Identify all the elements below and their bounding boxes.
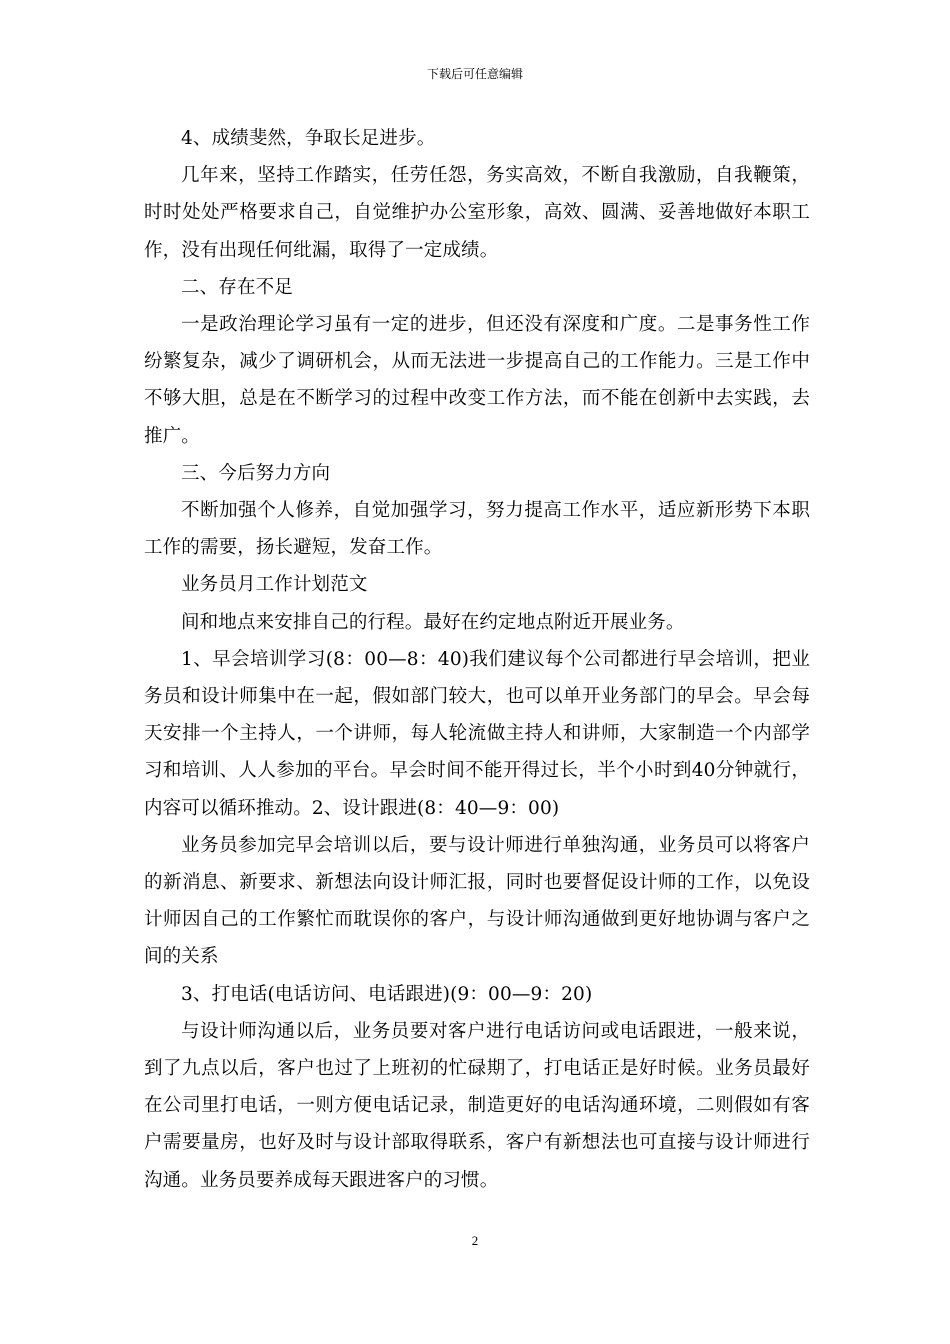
page-header: 下载后可任意编辑	[426, 67, 523, 81]
document-body	[144, 120, 810, 1199]
paragraph-schedule-intro: 间和地点来安排自己的行程。最好在约定地点附近开展业务。	[181, 611, 685, 633]
paragraph-shortcomings-body: 一是政治理论学习虽有一定的进步，但还没有深度和广度。二是事务性工作纷繁复杂，减少了调研机会，从而无法进一步提高自己的工作能力。三是工作中不够大胆，总是在不断学习的过程中改变工作方法，而不能在创新中去实践，去推广。	[144, 314, 810, 447]
page-number: 2	[471, 1233, 479, 1248]
subheading-phone-calls: 3、打电话(电话访问、电话跟进)(9：00—9：20)	[181, 983, 593, 1005]
section-heading-shortcomings: 二、存在不足	[181, 276, 293, 298]
paragraph-morning-meeting: 1、早会培训学习(8：00—8：40)我们建议每个公司都进行早会培训，把业务员和设计师集中在一起，假如部门较大，也可以单开业务部门的早会。早会每天安排一个主持人，一个讲师，每人轮流做主持人和讲师，大家制造一个内部学习和培训、人人参加的平台。早会时间不能开得过长，半个小时到40分钟就行，内容可以循环推动。2、设计跟进(8：40—9：00)	[144, 648, 810, 819]
paragraph-future-direction-body: 不断加强个人修养，自觉加强学习，努力提高工作水平，适应新形势下本职工作的需要，扬长避短，发奋工作。	[144, 500, 810, 559]
paragraph-designer-communication: 业务员参加完早会培训以后，要与设计师进行单独沟通，业务员可以将客户的新消息、新要求、新想法向设计师汇报，同时也要督促设计师的工作，以免设计师因自己的工作繁忙而耽误你的客户，与设计师沟通做到更好地协调与客户之间的关系	[144, 834, 810, 968]
document-title-sales-plan: 业务员月工作计划范文	[181, 574, 368, 596]
paragraph-achievements-heading: 4、成绩斐然，争取长足进步。	[181, 128, 436, 149]
paragraph-phone-calls-body: 与设计师沟通以后，业务员要对客户进行电话访问或电话跟进，一般来说，到了九点以后，客户也过了上班初的忙碌期了，打电话正是好时候。业务员最好在公司里打电话，一则方便电话记录，制造更好的电话沟通环境，二则假如有客户需要量房，也好及时与设计部取得联系，客户有新想法也可直接与设计师进行沟通。业务员要养成每天跟进客户的习惯。	[144, 1020, 810, 1191]
paragraph-achievements-body: 几年来，坚持工作踏实，任劳任怨，务实高效，不断自我激励，自我鞭策，时时处处严格要求自己，自觉维护办公室形象，高效、圆满、妥善地做好本职工作，没有出现任何纰漏，取得了一定成绩。	[144, 165, 810, 261]
section-heading-future-direction: 三、今后努力方向	[181, 462, 331, 484]
